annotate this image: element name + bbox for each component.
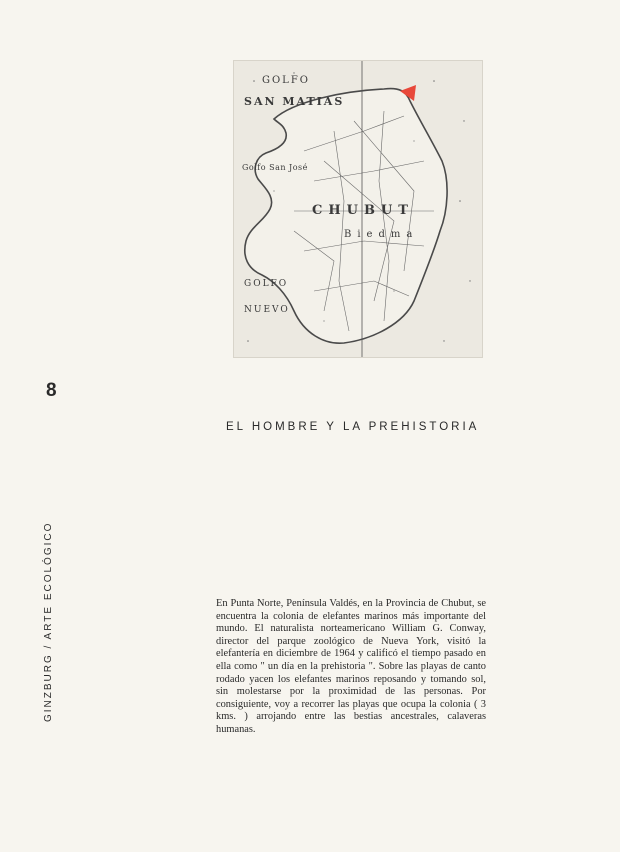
map-label-chubut: CHUBUT [312,203,414,218]
map-label-golfo-bottom: GOLFO [244,279,289,289]
body-text: En Punta Norte, Península Valdés, en la Provincia de Chubut, se encuentra la colonia de elefantes marinos más importante del mundo. El naturalista norteamericano William G. Conway, director del parque zoológico de Nueva York, visitó la elefantería en diciembre de 1964 y calificó el tiempo pasado en ella como " un día en la prehistoria ". Sobre las playas de canto rodado yacen los elefantes marinos reposando y tomando sol, sin molestarse por la proximidad de las personas. Por consiguiente, voy a recorrer las playas que ocupa la colonia ( 3 kms. ) arrojando entre las bestias ancestrales, calaveras humanas. [216,598,486,735]
chapter-title: EL HOMBRE Y LA PREHISTORIA [226,421,480,433]
page-number: 8 [46,380,57,401]
map-label-golfo-san-jose: Golfo San José [242,163,308,172]
map-label-golfo-top: GOLFO [262,75,310,86]
peninsula-valdes-map [233,60,483,358]
map-label-nuevo: NUEVO [244,305,290,315]
map-label-biedma: Biedma [344,229,419,240]
map-label-san-matias: SAN MATIAS [244,95,345,108]
body-paragraph [216,598,486,737]
running-head: GINZBURG / ARTE ECOLÓGICO [43,521,54,722]
